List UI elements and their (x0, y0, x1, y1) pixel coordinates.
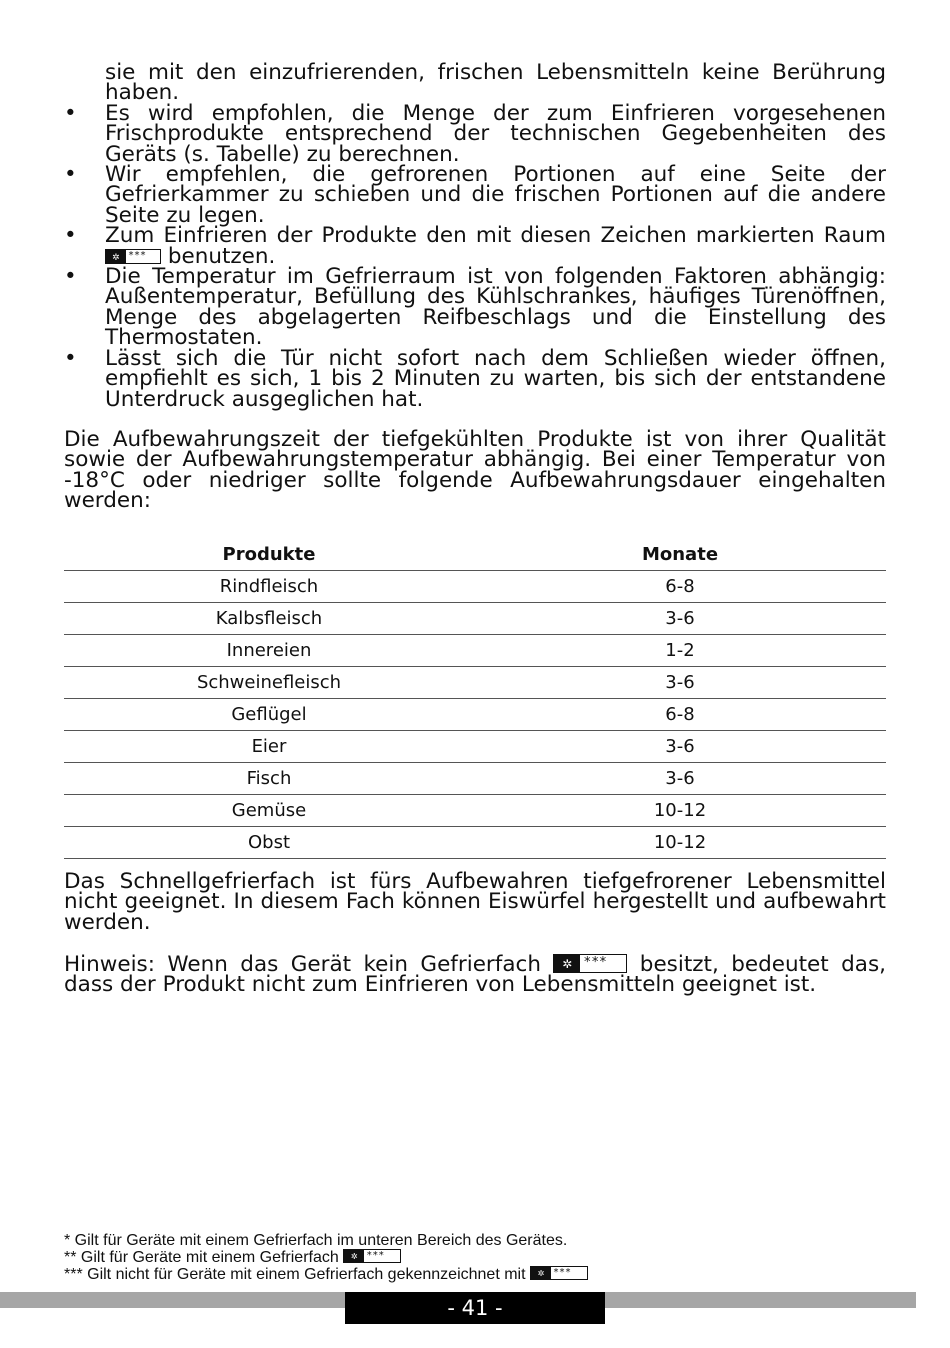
table-row (64, 763, 886, 795)
list-item-text: Lässt sich die Tür nicht sofort nach dem Schließen wieder öffnen, empfiehlt es sich, 1 bis 2 Minuten zu warten, bis sich der entstandene Unterdruck ausgeglichen hat. (105, 345, 886, 412)
months-cell: 10-12 (474, 795, 886, 827)
product-cell: Kalbsfleisch (64, 603, 474, 635)
three-star-icon: *** (128, 249, 147, 261)
list-item (64, 264, 886, 351)
list-item (64, 162, 886, 228)
months-cell: 3-6 (474, 603, 886, 635)
bullet-marker: • (64, 345, 77, 371)
snowflake-icon: ✲ (554, 955, 580, 972)
table-row (64, 667, 886, 699)
footnote-text: ** Gilt für Geräte mit einem Gefrierfach (64, 1249, 339, 1266)
product-cell: Eier (64, 731, 474, 763)
quickfreeze-paragraph: Das Schnellgefrierfach ist fürs Aufbewahren tiefgefrorener Lebensmittel nicht geeignet. In diesem Fach können Eiswürfel hergestellt und aufbewahrt werden. (64, 869, 886, 935)
storage-paragraph: Die Aufbewahrungszeit der tiefgekühlten Produkte ist von ihrer Qualität sowie der Aufbewahrungstemperatur abhängig. Bei einer Temperatur von -18°C oder niedriger sollte folgende Aufbewahrungsdauer eingehalten werden: (64, 427, 886, 514)
table-row (64, 603, 886, 635)
months-cell: 6-8 (474, 571, 886, 603)
intro-continuation: sie mit den einzufrierenden, frischen Lebensmitteln keine Berührung haben. (105, 60, 886, 106)
bullet-marker: • (64, 100, 77, 126)
product-cell: Rindfleisch (64, 571, 474, 603)
bullet-marker: • (64, 162, 77, 188)
months-cell: 6-8 (474, 699, 886, 731)
footnotes (64, 1232, 588, 1283)
footnote (64, 1232, 588, 1249)
three-star-icon: *** (552, 1267, 572, 1278)
list-item-text-before: Zum Einfrieren der Produkte den mit diesen Zeichen markierten Raum (105, 223, 886, 249)
three-star-icon: *** (583, 955, 607, 970)
table-row (64, 731, 886, 763)
table-header-row (64, 538, 886, 571)
note-text-before: Hinweis: Wenn das Gerät kein Gefrierfach (64, 952, 541, 977)
list-item (64, 345, 886, 412)
footnote (64, 1249, 588, 1266)
snowflake-icon: ✲ (106, 250, 126, 263)
product-cell: Innereien (64, 635, 474, 667)
freezer-symbol-icon (553, 954, 627, 973)
three-star-icon: *** (366, 1250, 385, 1261)
product-cell: Obst (64, 827, 474, 859)
list-item-text: Die Temperatur im Gefrierraum ist von folgenden Faktoren abhängig: Außentemperatur, Befüllung des Kühlschrankes, häufiges Türenöffnen, Menge des abgelagerten Reifbeschlags und die Einstellung des Thermostaten. (105, 264, 886, 351)
months-cell: 3-6 (474, 763, 886, 795)
freezer-symbol-icon (343, 1249, 401, 1263)
footnote-text: *** Gilt nicht für Geräte mit einem Gefrierfach gekennzeichnet mit (64, 1266, 526, 1283)
footnote-text: * Gilt für Geräte mit einem Gefrierfach im unteren Bereich des Gerätes. (64, 1232, 568, 1249)
freezer-symbol-icon (530, 1266, 588, 1280)
note-paragraph (64, 954, 886, 996)
instruction-list (64, 100, 886, 412)
note-text-after: besitzt, bedeutet das, dass der Produkt nicht zum Einfrieren von Lebensmitteln geeignet ist. (64, 952, 886, 998)
table-row (64, 571, 886, 603)
table-row (64, 795, 886, 827)
freezer-symbol-icon (105, 249, 161, 264)
table-row (64, 827, 886, 859)
product-cell: Gemüse (64, 795, 474, 827)
column-header-months: Monate (474, 538, 886, 571)
main-text-block (64, 60, 886, 412)
footnote (64, 1266, 588, 1283)
column-header-product: Produkte (64, 538, 474, 571)
snowflake-icon: ✲ (344, 1250, 364, 1262)
bullet-marker: • (64, 264, 77, 290)
table-row (64, 635, 886, 667)
list-item (64, 100, 886, 167)
list-item-text: Wir empfehlen, die gefrorenen Portionen auf eine Seite der Gefrierkammer zu schieben und die frischen Portionen auf die andere Seite zu legen. (105, 162, 886, 228)
list-item (64, 223, 886, 269)
months-cell: 3-6 (474, 667, 886, 699)
page-number: - 41 - (345, 1292, 605, 1324)
snowflake-icon: ✲ (531, 1267, 551, 1279)
product-cell: Fisch (64, 763, 474, 795)
list-item-text-after: benutzen. (167, 243, 276, 269)
months-cell: 10-12 (474, 827, 886, 859)
storage-duration-table (64, 538, 886, 859)
months-cell: 3-6 (474, 731, 886, 763)
list-item-text: Es wird empfohlen, die Menge der zum Einfrieren vorgesehenen Frischprodukte entsprechend der technischen Gegebenheiten des Geräts (s. Tabelle) zu berechnen. (105, 100, 886, 167)
table-row (64, 699, 886, 731)
product-cell: Geflügel (64, 699, 474, 731)
product-cell: Schweinefleisch (64, 667, 474, 699)
bullet-marker: • (64, 223, 77, 249)
months-cell: 1-2 (474, 635, 886, 667)
